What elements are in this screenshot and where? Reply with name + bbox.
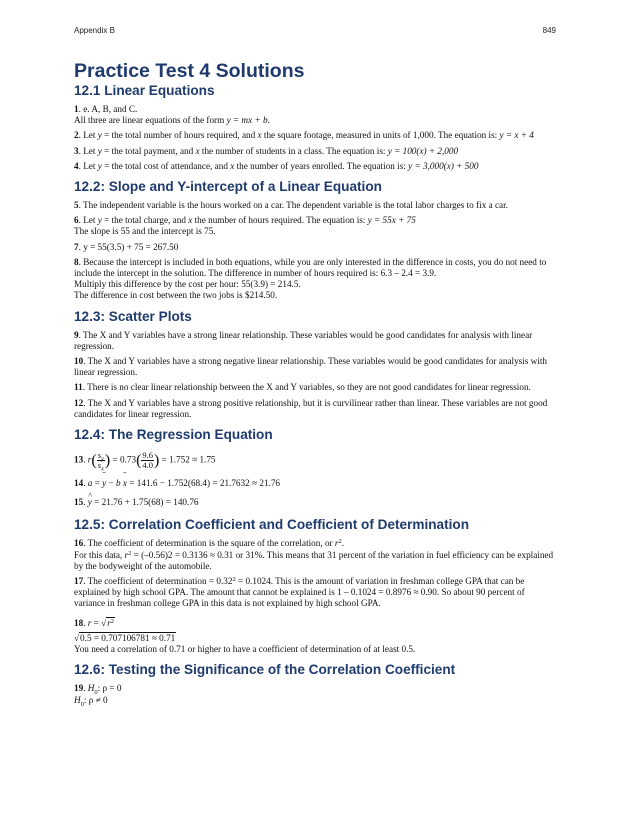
answer-1: 1. e. A, B, and C. All three are linear equations of the form y = mx + b. bbox=[74, 104, 270, 126]
section-heading-12-3: 12.3: Scatter Plots bbox=[74, 308, 192, 324]
answer-14: 14. a = ˉ y − b ˉ x = 141.6 − 1.752(68.4) = 21.7632 ≈ 21.76 bbox=[74, 478, 558, 489]
answer-9: 9. The X and Y variables have a strong linear relationship. These variables would be good candidates for analysis with linear regression. bbox=[74, 329, 533, 351]
running-header: Appendix B bbox=[74, 26, 115, 35]
section-heading-12-4: 12.4: The Regression Equation bbox=[74, 427, 273, 443]
main-content bbox=[74, 58, 558, 710]
answer-2: 2. Let y = the total number of hours required, and x the square footage, measured in units of 1,000. The equation is: y = x + 4 bbox=[74, 130, 534, 141]
answer-7: 7. y = 55(3.5) + 75 = 267.50 bbox=[74, 241, 179, 252]
answer-19: 19. $H_0$: ρ = 0 $H_0$: ρ ≠ 0 bbox=[74, 683, 122, 708]
section-heading-12-6: 12.6: Testing the Significance of the Correlation Coefficient bbox=[74, 662, 456, 678]
answer-13: 13. r( $\frac{s_y}{s_x}$ ) = 0.73( $\frac{9.6}{4.0}$ ) = 1.752 ≈ 1.75 bbox=[74, 450, 216, 473]
answer-10: 10. The X and Y variables have a strong negative linear relationship. These variables would be good candidates for analysis with linear regression. bbox=[74, 356, 548, 378]
page-title: Practice Test 4 Solutions bbox=[74, 60, 305, 82]
answer-17: 17. The coefficient of determination = $0.32^2 = 0.1024$. This is the amount of variation in freshman college GPA that can be explained by high school GPA. The amount that cannot be explained is 1 – 0.1024 = 0.8976 ≈ 0.90. So about 90 percent of variance in freshman college GPA in this data is not explained by high school GPA. bbox=[74, 576, 525, 609]
answer-15: 15. ^ y = 21.76 + 1.75(68) = 140.76 bbox=[74, 497, 558, 508]
answer-5: 5. The independent variable is the hours worked on a car. The dependent variable is the total labor charges to fix a car. bbox=[74, 200, 508, 211]
answer-6: 6. Let y = the total charge, and x the number of hours required. The equation is: y = 55x + 75 The slope is 55 and the intercept is 75. bbox=[74, 215, 416, 237]
answer-8: 8. Because the intercept is included in both equations, while you are only interested in the difference in costs, you do not need to include the intercept in the solution. The difference in number of hours required is: 6.3 – 2.4 = 3.9. Multiply this difference by the cost per hour: 55(3.9) = 214.5. The difference in cost between the two jobs is $214.50. bbox=[74, 256, 547, 301]
answer-12: 12. The X and Y variables have a strong positive relationship, but it is curvilinear rather than linear. These variables are not good candidates for linear regression. bbox=[74, 397, 548, 419]
answer-16: 16. The coefficient of determination is the square of the correlation, or $r^2$. For this data, $r^2 = (-0.56)2 = 0.3136 \approx 0.31$ or 31%. This means that 31 percent of the variation in fuel efficiency can be explained by the bodyweight of the automobile. bbox=[74, 538, 554, 571]
section-heading-12-1: 12.1 Linear Equations bbox=[74, 83, 215, 98]
answer-18: 18. $r = √r^2$ √0.5 = 0.707106781 ≈ 0.71 You need a correlation of 0.71 or higher to have a coefficient of determination of at least 0.5. bbox=[74, 617, 416, 655]
answer-11: 11. There is no clear linear relationship between the X and Y variables, so they are not good candidates for linear regression. bbox=[74, 382, 531, 393]
section-heading-12-5: 12.5: Correlation Coefficient and Coefficient of Determination bbox=[74, 517, 470, 533]
answer-3: 3. Let y = the total payment, and x the number of students in a class. The equation is: y = 100(x) + 2,000 bbox=[74, 145, 459, 156]
section-heading-12-2: 12.2: Slope and Y-intercept of a Linear Equation bbox=[74, 179, 382, 195]
page-number: 849 bbox=[542, 26, 556, 35]
answer-4: 4. Let y = the total cost of attendance, and x the number of years enrolled. The equation is: y = 3,000(x) + 500 bbox=[74, 160, 479, 171]
